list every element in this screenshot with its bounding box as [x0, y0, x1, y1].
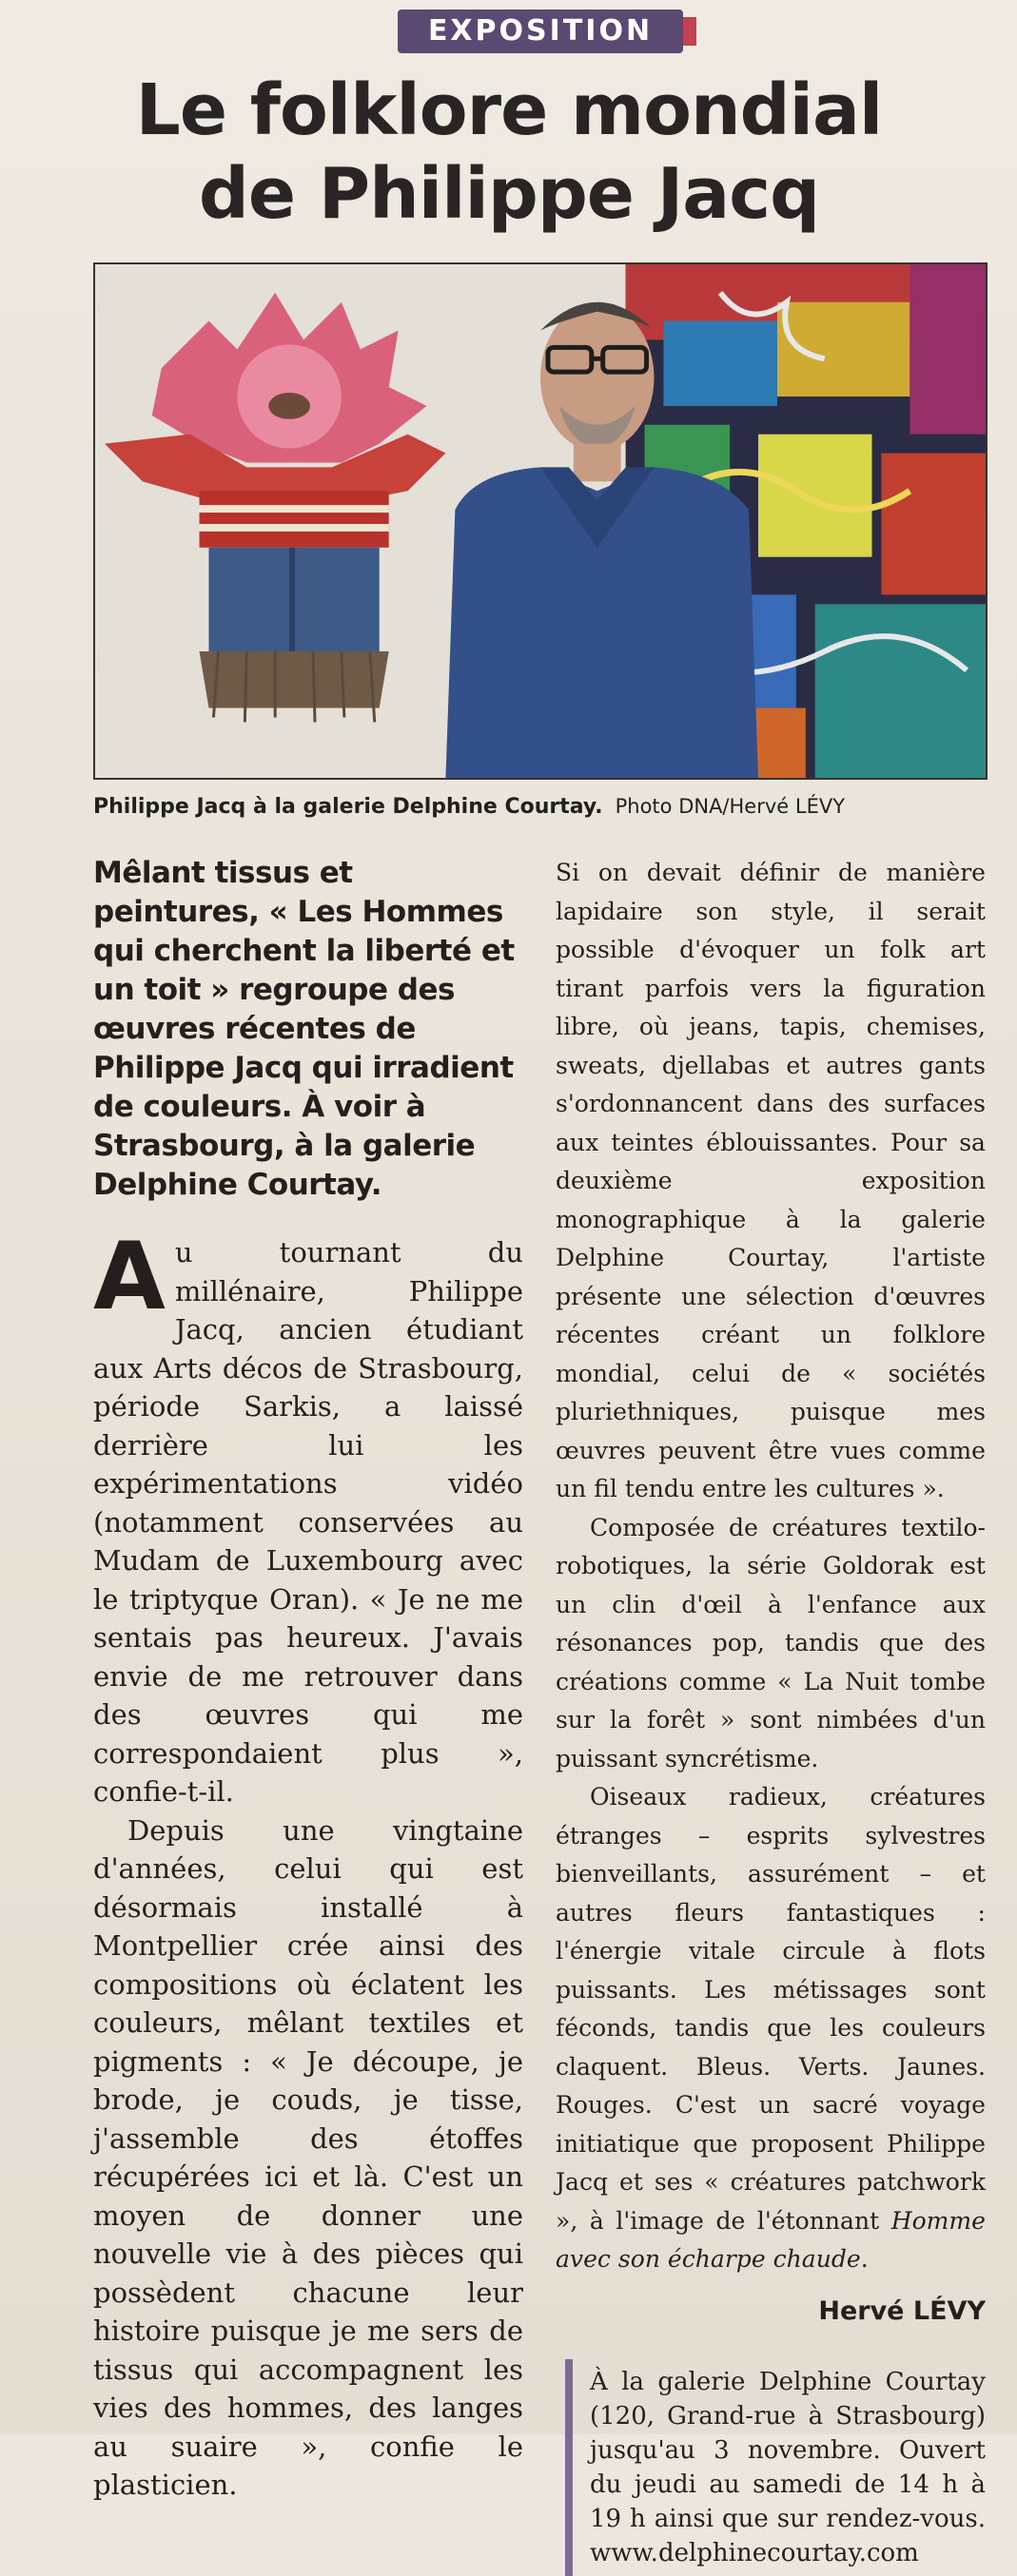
body-paragraph-5: [556, 1778, 986, 2279]
body-paragraph-1: [93, 1223, 523, 1811]
photo-credit: Photo DNA/Hervé LÉVY: [615, 795, 846, 818]
section-rubric: EXPOSITION: [398, 10, 683, 53]
photo-illustration: [95, 264, 986, 778]
headline-line-1: Le folklore mondial: [135, 69, 883, 151]
body-paragraph-4: Composée de créatures textilo-robotiques, la série Goldorak est un clin d'œil à l'enfance aux résonances pop, tandis que des créations comme « La Nuit tombe sur la forêt » sont nimbées d'un puissant syncrétisme.: [556, 1513, 986, 1772]
exhibition-info-box: À la galerie Delphine Courtay (120, Grand-rue à Strasbourg) jusqu'au 3 novembre. Ouvert du jeudi au samedi de 14 h à 19 h ainsi que sur rendez-vous. www.delphinecourtay.com: [565, 2359, 986, 2576]
caption-text: Philippe Jacq à la galerie Delphine Courtay.: [93, 795, 603, 819]
body-paragraph-5-end: .: [860, 2245, 869, 2273]
article-column-right: [556, 854, 986, 2576]
body-paragraph-1-text: u tournant du millénaire, Philippe Jacq, ancien étudiant aux Arts décos de Strasbourg, période Sarkis, a laissé derrière lui les expérimentations vidéo (notamment conservées au Mudam de Luxembourg avec le triptyque Oran). « Je ne me sentais pas heureux. J'avais envie de me retrouver dans des œuvres qui me correspondaient plus », confie-t-il.: [93, 1236, 523, 1808]
dropcap-letter: A: [93, 1223, 166, 1331]
article-column-left: [93, 854, 523, 2505]
author-signature: Hervé LÉVY: [818, 2295, 986, 2326]
artwork-title: Homme avec son écharpe chaude: [556, 2206, 986, 2273]
body-paragraph-5-text: Oiseaux radieux, créatures étranges – esprits sylvestres bienveillants, assurément – et autres fleurs fantastiques : l'énergie vitale circule à flots puissants. Les métissages sont féconds, tandis que les couleurs claquent. Bleus. Verts. Jaunes. Rouges. C'est un sacré voyage initiatique que proposent Philippe Jacq et ses « créatures patchwork », à l'image de l'étonnant: [556, 1783, 986, 2235]
photo-caption: [93, 791, 988, 823]
article-lead: Mêlant tissus et peintures, « Les Hommes qui cherchent la liberté et un toit » regroupe des œuvres récentes de Philippe Jacq qui irradient de couleurs. À voir à Strasbourg, à la galerie Delphine Courtay.: [93, 856, 515, 1202]
body-paragraph-2: Depuis une vingtaine d'années, celui qui est désormais installé à Montpellier crée ainsi des compositions où éclatent les couleurs, mêlant textiles et pigments : « Je découpe, je brode, je couds, je tisse, j'assemble des étoffes récupérées ici et là. C'est un moyen de donner une nouvelle vie à des pièces qui possèdent chacune leur histoire puisque je me sers de tissus qui accompagnent les vies des hommes, des langes au suaire », confie le plasticien.: [93, 1813, 523, 2501]
article-photo: [93, 262, 988, 780]
headline-line-2: de Philippe Jacq: [198, 153, 820, 235]
body-paragraph-3-continued: Si on devait définir de manière lapidaire son style, il serait possible d'évoquer un folk art tirant parfois vers la figuration libre, où jeans, tapis, chemises, sweats, djellabas et autres gants s'ordonnancent dans des surfaces aux teintes éblouissantes. Pour sa deuxième exposition monographique à la galerie Delphine Courtay, l'artiste présente une sélection d'œuvres récentes créant un folklore mondial, celui de « sociétés pluriethniques, puisque mes œuvres peuvent être vues comme un fil tendu entre les cultures ».: [556, 859, 986, 1502]
article-headline: [57, 68, 961, 236]
